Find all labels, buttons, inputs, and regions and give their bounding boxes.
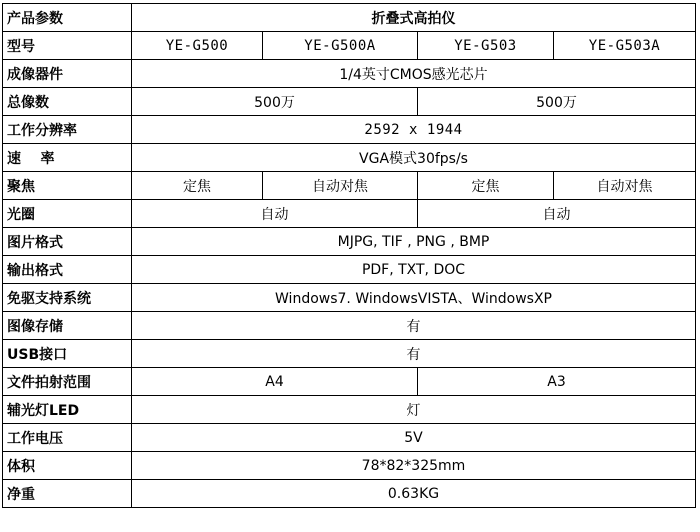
- table-row-output-format: [3, 256, 696, 284]
- sensor-value: 1/4英寸CMOS感光芯片: [132, 60, 696, 88]
- os-label: 免驱支持系统: [3, 284, 132, 312]
- table-row-sensor: [3, 60, 696, 88]
- pixels-value-1: 500万: [132, 88, 418, 116]
- table-row-model: [3, 32, 696, 60]
- table-row-pixels: [3, 88, 696, 116]
- usb-label: USB接口: [3, 340, 132, 368]
- sensor-label: 成像器件: [3, 60, 132, 88]
- rate-value: VGA模式30fps/s: [132, 144, 696, 172]
- output-format-label: 输出格式: [3, 256, 132, 284]
- storage-value: 有: [132, 312, 696, 340]
- led-label: 辅光灯LED: [3, 396, 132, 424]
- volume-label: 体积: [3, 452, 132, 480]
- focus-value-3: 定焦: [418, 172, 554, 200]
- output-format-value: PDF, TXT, DOC: [132, 256, 696, 284]
- table-row-scan-range: [3, 368, 696, 396]
- voltage-value: 5V: [132, 424, 696, 452]
- table-row-os: [3, 284, 696, 312]
- image-format-label: 图片格式: [3, 228, 132, 256]
- weight-value: 0.63KG: [132, 480, 696, 508]
- header-label: 产品参数: [3, 4, 132, 32]
- table-row-usb: [3, 340, 696, 368]
- os-value: Windows7. WindowsVISTA、WindowsXP: [132, 284, 696, 312]
- focus-label: 聚焦: [3, 172, 132, 200]
- pixels-value-2: 500万: [418, 88, 696, 116]
- voltage-label: 工作电压: [3, 424, 132, 452]
- focus-value-1: 定焦: [132, 172, 263, 200]
- table-row-rate: [3, 144, 696, 172]
- model-value-4: YE-G503A: [554, 32, 696, 60]
- table-row-led: [3, 396, 696, 424]
- resolution-label: 工作分辨率: [3, 116, 132, 144]
- table-row-voltage: [3, 424, 696, 452]
- spec-table: [2, 3, 696, 508]
- resolution-value: 2592 x 1944: [132, 116, 696, 144]
- table-row-storage: [3, 312, 696, 340]
- scan-range-value-2: A3: [418, 368, 696, 396]
- table-row-image-format: [3, 228, 696, 256]
- table-row-volume: [3, 452, 696, 480]
- focus-value-2: 自动对焦: [263, 172, 418, 200]
- table-row-header: [3, 4, 696, 32]
- table-row-aperture: [3, 200, 696, 228]
- rate-label: 速 率: [3, 144, 132, 172]
- volume-value: 78*82*325mm: [132, 452, 696, 480]
- scan-range-value-1: A4: [132, 368, 418, 396]
- focus-value-4: 自动对焦: [554, 172, 696, 200]
- image-format-value: MJPG, TIF , PNG , BMP: [132, 228, 696, 256]
- storage-label: 图像存储: [3, 312, 132, 340]
- model-value-3: YE-G503: [418, 32, 554, 60]
- model-value-1: YE-G500: [132, 32, 263, 60]
- weight-label: 净重: [3, 480, 132, 508]
- model-label: 型号: [3, 32, 132, 60]
- pixels-label: 总像数: [3, 88, 132, 116]
- table-row-focus: [3, 172, 696, 200]
- table-row-weight: [3, 480, 696, 508]
- model-value-2: YE-G500A: [263, 32, 418, 60]
- aperture-label: 光圈: [3, 200, 132, 228]
- aperture-value-2: 自动: [418, 200, 696, 228]
- usb-value: 有: [132, 340, 696, 368]
- aperture-value-1: 自动: [132, 200, 418, 228]
- table-row-resolution: [3, 116, 696, 144]
- header-value: 折叠式高拍仪: [132, 4, 696, 32]
- led-value: 灯: [132, 396, 696, 424]
- scan-range-label: 文件拍射范围: [3, 368, 132, 396]
